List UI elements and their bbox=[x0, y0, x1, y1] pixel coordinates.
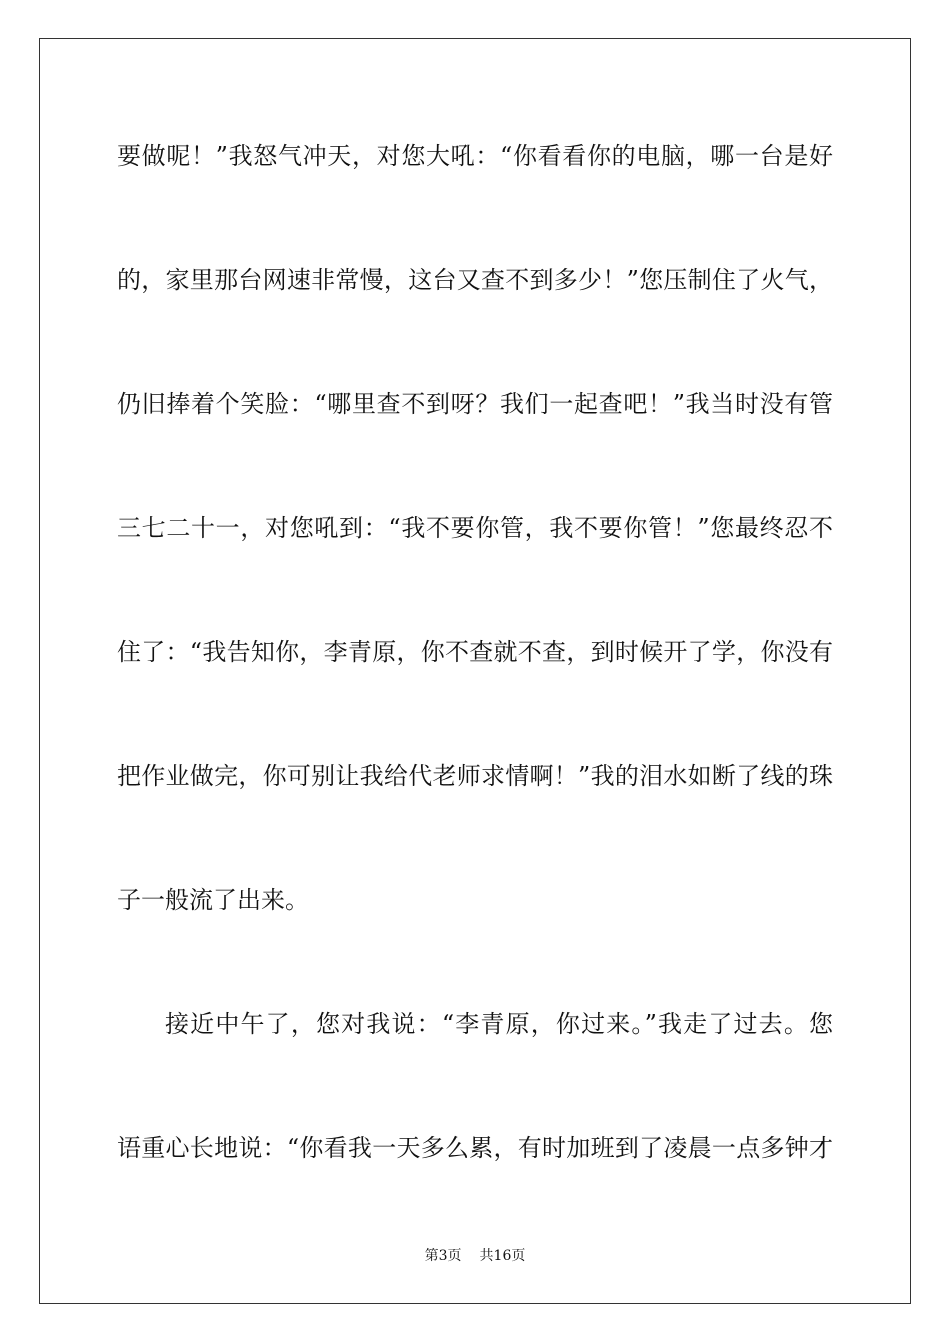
page-footer bbox=[0, 1246, 950, 1266]
text-line: 把作业做完，你可别让我给代老师求情啊！”我的泪水如断了线的珠 bbox=[117, 762, 833, 790]
text-line: 接近中午了，您对我说：“李青原，你过来。”我走了过去。您 bbox=[165, 1010, 833, 1038]
text-line: 仍旧捧着个笑脸：“哪里查不到呀？我们一起查吧！”我当时没有管 bbox=[117, 390, 833, 418]
text-line: 住了：“我告知你，李青原，你不查就不查，到时候开了学，你没有 bbox=[117, 638, 833, 666]
text-line: 的，家里那台网速非常慢，这台又查不到多少！”您压制住了火气， bbox=[117, 266, 833, 294]
text-line: 语重心长地说：“你看我一天多么累，有时加班到了凌晨一点多钟才 bbox=[117, 1134, 833, 1162]
text-line: 子一般流了出来。 bbox=[117, 886, 309, 914]
page-number: 第3页 bbox=[424, 1248, 462, 1264]
text-line: 三七二十一，对您吼到：“我不要你管，我不要你管！”您最终忍不 bbox=[117, 514, 833, 542]
document-body bbox=[117, 125, 833, 1241]
text-line: 要做呢！”我怒气冲天，对您大吼：“你看看你的电脑，哪一台是好 bbox=[117, 142, 833, 170]
page-total: 共16页 bbox=[479, 1248, 526, 1264]
